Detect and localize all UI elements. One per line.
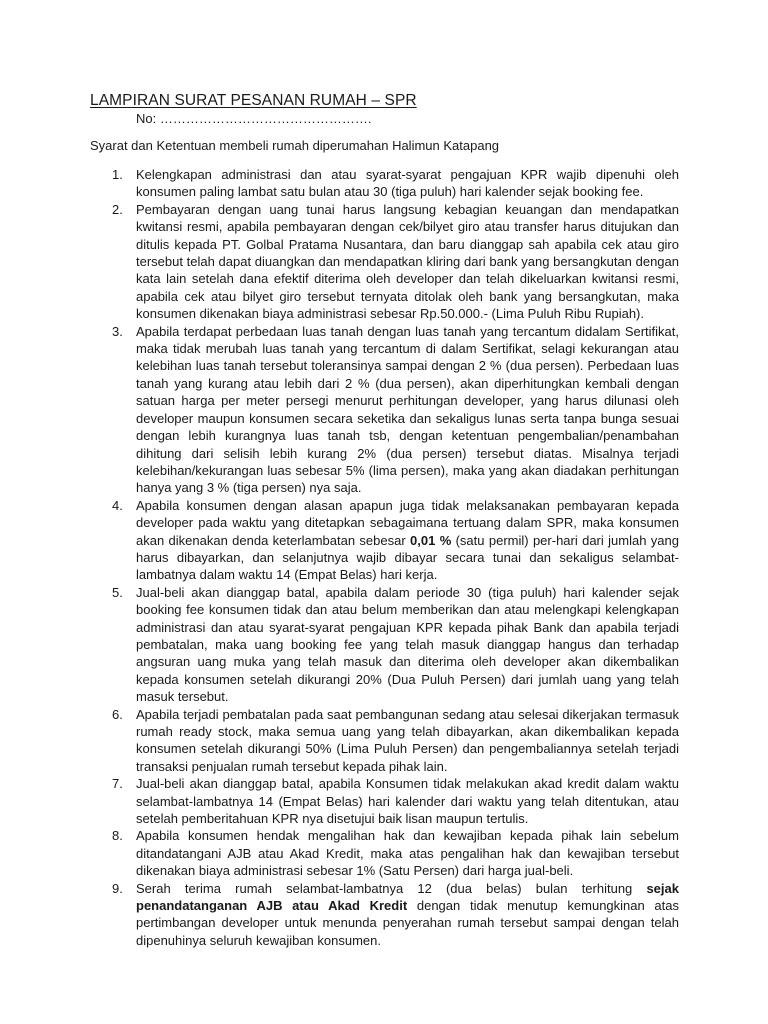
- document-number-line: No: ………………………………………….: [136, 111, 372, 126]
- term-number: 5.: [112, 584, 123, 600]
- terms-list: [104, 166, 679, 949]
- term-number: 2.: [112, 201, 123, 217]
- term-text-segment: dengan tidak menutup kemungkinan atas pertimbangan developer untuk menunda penyerahan rumah tersebut sampai dengan telah dipenuhinya seluruh kewajiban konsumen.: [136, 898, 680, 948]
- document-title: LAMPIRAN SURAT PESANAN RUMAH – SPR: [90, 92, 417, 109]
- term-text-segment: Jual-beli akan dianggap batal, apabila dalam periode 30 (tiga puluh) hari kalender sejak booking fee konsumen tidak dan atau belum memberikan dan atau melengkapi kelengkapan administrasi dan atau syarat-syarat pengajuan KPR kepada pihak Bank dan apabila terjadi pembatalan, maka uang booking fee yang telah masuk dianggap hangus dan terhadap angsuran uang muka yang telah masuk dan diterima oleh developer akan dikembalikan kepada konsumen setelah dikurangi 20% (Dua Puluh Persen) dari jumlah uang yang telah masuk tersebut.: [136, 584, 679, 705]
- term-item: [104, 201, 679, 323]
- term-text-bold: sejak penandatanganan AJB atau Akad Kredit: [136, 880, 679, 914]
- term-number: 4.: [112, 497, 123, 513]
- term-text: [136, 324, 679, 496]
- term-text-segment: Apabila konsumen dengan alasan apapun juga tidak melaksanakan pembayaran kepada developer pada waktu yang ditetapkan sebagaimana tertuang dalam SPR, maka konsumen akan dikenakan denda keterlambatan sebesar: [136, 497, 679, 548]
- term-text: [136, 707, 679, 774]
- term-text-segment: Kelengkapan administrasi dan atau syarat-syarat pengajuan KPR wajib dipenuhi oleh konsumen paling lambat satu bulan atau 30 (tiga puluh) hari kalender sejak booking fee.: [136, 167, 679, 200]
- term-text: [136, 202, 679, 321]
- term-text-segment: Pembayaran dengan uang tunai harus langsung kebagian keuangan dan mendapatkan kwitansi resmi, apabila pembayaran dengan cek/bilyet giro atau transfer harus ditujukan dan ditulis kepada PT. Golbal Pratama Nusantara, dan baru dianggap sah apabila cek atau giro tersebut telah dapat diuangkan dan mendapatkan kliring dari bank yang bersangkutan dengan kata lain setelah dana efektif diterima oleh developer dan telah dikeluarkan kwitansi resmi, apabila cek atau bilyet giro tersebut ternyata ditolak oleh bank yang bersangkutan, maka konsumen dikenakan biaya administrasi sebesar Rp.50.000.- (Lima Puluh Ribu Rupiah).: [136, 201, 679, 322]
- term-text: [136, 167, 679, 199]
- term-text: [136, 585, 679, 704]
- term-number: 7.: [112, 776, 123, 792]
- term-item: [104, 584, 679, 706]
- terms-intro: Syarat dan Ketentuan membeli rumah diperumahan Halimun Katapang: [90, 138, 500, 153]
- term-text-segment: Apabila terdapat perbedaan luas tanah dengan luas tanah yang tercantum didalam Sertifikat, maka tidak merubah luas tanah yang tercantum di dalam Sertifikat, selagi kekurangan atau kelebihan luas tanah tersebut toleransinya sampai dengan 2 % (dua persen). Perbedaan luas tanah yang kurang atau lebih dari 2 % (dua persen), akan diperhitungkan kembali dengan satuan harga per meter persegi menurut perhitungan developer, yang harus dilunasi oleh developer maupun konsumen secara seketika dan sekaligus lunas serta tanpa bunga sesuai dengan lebih kurangnya luas tanah tsb, dengan ketentuan pengembalian/penambahan dihitung dari selisih lebih kurang 2% (dua persen) tersebut diatas. Misalnya terjadi kelebihan/kekurangan luas sebesar 5% (lima persen), maka yang akan diadakan perhitungan hanya yang 3 % (tiga persen) nya saja.: [136, 323, 679, 496]
- term-text-segment: Jual-beli akan dianggap batal, apabila Konsumen tidak melakukan akad kredit dalam waktu selambat-lambatnya 14 (Empat Belas) hari kalender dari waktu yang telah ditentukan, atau setelah pemberitahuan KPR nya disetujui baik lisan maupun tertulis.: [136, 776, 679, 827]
- term-text-bold: 0,01 %: [410, 532, 452, 548]
- term-number: 6.: [112, 706, 123, 722]
- term-number: 3.: [112, 323, 123, 339]
- term-text-segment: Apabila konsumen hendak mengalihan hak dan kewajiban kepada pihak lain sebelum ditandatangani AJB atau Akad Kredit, maka atas pengalihan hak dan kewajiban tersebut dikenakan biaya administrasi sebesar 1% (Satu Persen) dari harga jual-beli.: [136, 828, 679, 879]
- term-text: [136, 498, 679, 583]
- term-text: [136, 881, 679, 948]
- term-item: [104, 166, 679, 201]
- term-text: [136, 828, 679, 878]
- term-item: [104, 827, 679, 879]
- term-text-segment: (satu permil) per-hari dari jumlah yang harus dibayarkan, dan selanjutnya wajib dibayar secara tunai dan sekaligus selambat-lambatnya dalam waktu 14 (Empat Belas) hari kerja.: [136, 532, 679, 583]
- term-item: [104, 706, 679, 776]
- term-item: [104, 775, 679, 827]
- term-number: 8.: [112, 828, 123, 844]
- term-item: [104, 323, 679, 497]
- term-number: 9.: [112, 880, 123, 896]
- term-text-segment: Apabila terjadi pembatalan pada saat pembangunan sedang atau selesai dikerjakan termasuk rumah ready stock, maka semua uang yang telah dibayarkan, akan dikembalikan kepada konsumen setelah dikurangi 50% (Lima Puluh Persen) dan pengembaliannya setelah terjadi transaksi penjualan rumah tersebut kepada pihak lain.: [136, 706, 679, 774]
- term-text: [136, 776, 679, 826]
- term-item: [104, 880, 679, 950]
- term-item: [104, 497, 679, 584]
- term-text-segment: Serah terima rumah selambat-lambatnya 12 (dua belas) bulan terhitung: [136, 880, 647, 896]
- term-number: 1.: [112, 167, 123, 182]
